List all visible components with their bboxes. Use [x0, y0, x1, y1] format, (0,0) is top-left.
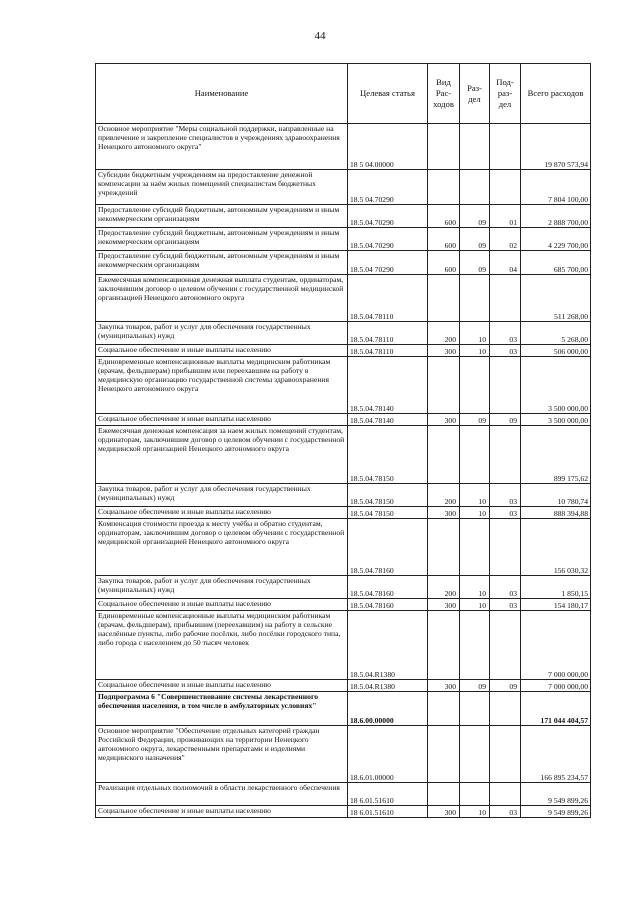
row-name: Предоставление субсидий бюджетным, автономным учреждениям и иным некоммерческим организациям — [96, 205, 348, 228]
row-amount: 166 895 234,57 — [521, 726, 591, 783]
row-amount: 2 888 700,00 — [521, 205, 591, 228]
table-row — [96, 251, 591, 275]
row-kind: 600 — [428, 251, 460, 275]
row-subsection — [490, 726, 521, 783]
row-section — [460, 692, 490, 726]
row-kind: 600 — [428, 228, 460, 251]
row-code: 18.5.04.78160 — [348, 599, 428, 611]
row-code: 18.5.04 78150 — [348, 507, 428, 519]
row-name: Единовременные компенсационные выплаты медицинским работникам (врачам, фельдшерам) прибывшим или переехавшим на работу в медицинскую организацию государственной системы здравоохранения Ненецкого автономного округа — [96, 357, 348, 414]
row-name: Основное мероприятие "Меры социальной поддержки, направленные на привлечение и закрепление специалистов в учреждениях здравоохранения Ненецкого автономного округа" — [96, 124, 348, 170]
row-code: 18.5.04.78150 — [348, 426, 428, 484]
row-section: 10 — [460, 806, 490, 818]
table-header-row — [96, 64, 591, 124]
table-row — [96, 426, 591, 484]
row-kind — [428, 726, 460, 783]
row-kind: 300 — [428, 414, 460, 426]
row-section: 09 — [460, 414, 490, 426]
row-name: Закупка товаров, работ и услуг для обеспечения государственных (муниципальных) нужд — [96, 322, 348, 345]
table-row — [96, 519, 591, 576]
row-name: Социальное обеспечение и иные выплаты населению — [96, 345, 348, 357]
row-section — [460, 611, 490, 680]
table-row — [96, 806, 591, 818]
row-amount: 511 268,00 — [521, 275, 591, 322]
row-name: Предоставление субсидий бюджетным, автономным учреждениям и иным некоммерческим организациям — [96, 228, 348, 251]
row-name: Социальное обеспечение и иные выплаты населению — [96, 806, 348, 818]
row-amount: 19 870 573,94 — [521, 124, 591, 170]
row-kind: 300 — [428, 345, 460, 357]
row-section: 09 — [460, 228, 490, 251]
row-amount: 154 180,17 — [521, 599, 591, 611]
row-code: 18.6.01.00000 — [348, 726, 428, 783]
row-code: 18.6.00.00000 — [348, 692, 428, 726]
row-kind — [428, 275, 460, 322]
row-name: Субсидии бюджетным учреждениям на предоставление денежной компенсации за наём жилых помещений специалистам бюджетных учреждений — [96, 170, 348, 205]
header-name: Наименование — [96, 64, 348, 124]
row-name: Предоставление субсидий бюджетным, автономным учреждениям и иным некоммерческим организациям — [96, 251, 348, 275]
row-name: Реализация отдельных полномочий в области лекарственного обеспечения — [96, 783, 348, 806]
row-amount: 9 549 899,26 — [521, 806, 591, 818]
row-subsection: 09 — [490, 680, 521, 692]
row-kind — [428, 519, 460, 576]
row-subsection: 01 — [490, 205, 521, 228]
row-subsection: 03 — [490, 599, 521, 611]
row-section: 10 — [460, 599, 490, 611]
row-name: Основное мероприятие "Обеспечение отдельных категорий граждан Российской Федерации, проживающих на территории Ненецкого автономного округа, лекарственными препаратами и изделиями медицинского назначения" — [96, 726, 348, 783]
row-kind: 300 — [428, 680, 460, 692]
row-name: Закупка товаров, работ и услуг для обеспечения государственных (муниципальных) нужд — [96, 484, 348, 507]
row-code: 18.5.04.70290 — [348, 205, 428, 228]
row-name: Социальное обеспечение и иные выплаты населению — [96, 680, 348, 692]
row-section — [460, 275, 490, 322]
table-row — [96, 680, 591, 692]
table-row — [96, 726, 591, 783]
row-code: 18.5.04.78160 — [348, 576, 428, 599]
row-section: 10 — [460, 507, 490, 519]
header-subsection: Под-раз-дел — [490, 64, 521, 124]
row-subsection — [490, 692, 521, 726]
row-amount: 171 044 404,57 — [521, 692, 591, 726]
budget-table — [95, 63, 591, 818]
row-subsection: 09 — [490, 414, 521, 426]
row-code: 18 5 04.00000 — [348, 124, 428, 170]
row-section: 09 — [460, 205, 490, 228]
row-kind: 300 — [428, 507, 460, 519]
row-section — [460, 519, 490, 576]
row-code: 18 6.01.51610 — [348, 783, 428, 806]
row-subsection — [490, 611, 521, 680]
row-amount: 4 229 700,00 — [521, 228, 591, 251]
row-name: Ежемесячная денежная компенсация за наем жилых помещений студентам, ординаторам, заключившим договор о целевом обучении с государственной медицинской организацией Ненецкого автономного округа — [96, 426, 348, 484]
header-total: Всего расходов — [521, 64, 591, 124]
page-number: 44 — [314, 30, 326, 42]
row-name: Социальное обеспечение и иные выплаты населению — [96, 507, 348, 519]
header-target: Целевая статья — [348, 64, 428, 124]
row-name: Закупка товаров, работ и услуг для обеспечения государственных (муниципальных) нужд — [96, 576, 348, 599]
row-code: 18.5.04.R1380 — [348, 611, 428, 680]
row-subsection — [490, 275, 521, 322]
row-code: 18.5.04.78110 — [348, 322, 428, 345]
row-section — [460, 783, 490, 806]
row-amount: 3 500 000,00 — [521, 414, 591, 426]
row-name: Социальное обеспечение и иные выплаты населению — [96, 599, 348, 611]
row-kind — [428, 783, 460, 806]
row-kind: 200 — [428, 576, 460, 599]
row-subsection — [490, 124, 521, 170]
row-amount: 9 549 899,26 — [521, 783, 591, 806]
row-code: 18 6.01.51610 — [348, 806, 428, 818]
row-code: 18.5.04.78110 — [348, 345, 428, 357]
row-name: Социальное обеспечение и иные выплаты населению — [96, 414, 348, 426]
row-section — [460, 357, 490, 414]
table-row — [96, 414, 591, 426]
row-kind: 600 — [428, 205, 460, 228]
row-subsection: 03 — [490, 322, 521, 345]
row-subsection: 03 — [490, 484, 521, 507]
row-subsection — [490, 357, 521, 414]
row-kind — [428, 124, 460, 170]
table-row — [96, 507, 591, 519]
table-row — [96, 692, 591, 726]
row-name: Компенсация стоимости проезда к месту учёбы и обратно студентам, ординаторам, заключившим договор о целевом обучении с государственной медицинской организацией Ненецкого автономного округа — [96, 519, 348, 576]
row-subsection — [490, 426, 521, 484]
row-section: 10 — [460, 322, 490, 345]
row-section — [460, 170, 490, 205]
table-row — [96, 576, 591, 599]
table-row — [96, 275, 591, 322]
row-amount: 7 000 000,00 — [521, 680, 591, 692]
row-name: Подпрограмма 6 "Совершенствование системы лекарственного обеспечения населения, в том числе в амбулаторных условиях" — [96, 692, 348, 726]
row-section — [460, 726, 490, 783]
row-subsection — [490, 519, 521, 576]
row-kind: 300 — [428, 806, 460, 818]
row-subsection — [490, 170, 521, 205]
row-code: 18.5.04.78160 — [348, 519, 428, 576]
row-section: 09 — [460, 680, 490, 692]
row-amount: 7 804 100,00 — [521, 170, 591, 205]
header-section: Раз-дел — [460, 64, 490, 124]
row-section: 10 — [460, 345, 490, 357]
table-row — [96, 345, 591, 357]
row-kind — [428, 426, 460, 484]
row-code: 18.5.04.78140 — [348, 357, 428, 414]
row-name: Единовременные компенсационные выплаты медицинским работникам (врачам, фельдшерам), прибывшим (переехавшим) на работу в сельские населённые пункты, либо рабочие посёлки, либо посёлки городского типа, либо города с населением до 50 тысяч человек — [96, 611, 348, 680]
row-kind: 200 — [428, 484, 460, 507]
table-row — [96, 611, 591, 680]
row-section: 09 — [460, 251, 490, 275]
row-section: 10 — [460, 576, 490, 599]
table-row — [96, 599, 591, 611]
row-amount: 685 700,00 — [521, 251, 591, 275]
row-amount: 1 850,15 — [521, 576, 591, 599]
row-subsection — [490, 783, 521, 806]
row-subsection: 03 — [490, 806, 521, 818]
row-amount: 156 030,32 — [521, 519, 591, 576]
row-code: 18.5.04.78110 — [348, 275, 428, 322]
row-amount: 5 268,00 — [521, 322, 591, 345]
table-row — [96, 357, 591, 414]
row-code: 18.5.04.78150 — [348, 484, 428, 507]
table-row — [96, 170, 591, 205]
row-kind — [428, 692, 460, 726]
row-kind — [428, 611, 460, 680]
row-kind — [428, 357, 460, 414]
row-section — [460, 124, 490, 170]
table-row — [96, 484, 591, 507]
table-row — [96, 322, 591, 345]
row-code: 18.5.04 70290 — [348, 251, 428, 275]
row-subsection: 03 — [490, 576, 521, 599]
row-amount: 3 500 000,00 — [521, 357, 591, 414]
table-row — [96, 124, 591, 170]
row-subsection: 03 — [490, 507, 521, 519]
row-code: 18.5.04.R1380 — [348, 680, 428, 692]
table-row — [96, 205, 591, 228]
row-code: 18.5.04.78140 — [348, 414, 428, 426]
row-code: 18.5 04.70290 — [348, 170, 428, 205]
row-name: Ежемесячная компенсационная денежная выплата студентам, ординаторам, заключившим договор о целевом обучении с государственной медицинской организацией Ненецкого автономного округа — [96, 275, 348, 322]
row-amount: 888 394,88 — [521, 507, 591, 519]
row-amount: 10 780,74 — [521, 484, 591, 507]
row-subsection: 02 — [490, 228, 521, 251]
row-section — [460, 426, 490, 484]
header-kind: Вид Рас-ходов — [428, 64, 460, 124]
row-kind: 300 — [428, 599, 460, 611]
row-amount: 506 000,00 — [521, 345, 591, 357]
row-code: 18.5.04.70290 — [348, 228, 428, 251]
row-kind: 200 — [428, 322, 460, 345]
row-section: 10 — [460, 484, 490, 507]
table-row — [96, 228, 591, 251]
row-amount: 899 175,62 — [521, 426, 591, 484]
row-subsection: 03 — [490, 345, 521, 357]
row-amount: 7 000 000,00 — [521, 611, 591, 680]
row-kind — [428, 170, 460, 205]
table-row — [96, 783, 591, 806]
row-subsection: 04 — [490, 251, 521, 275]
